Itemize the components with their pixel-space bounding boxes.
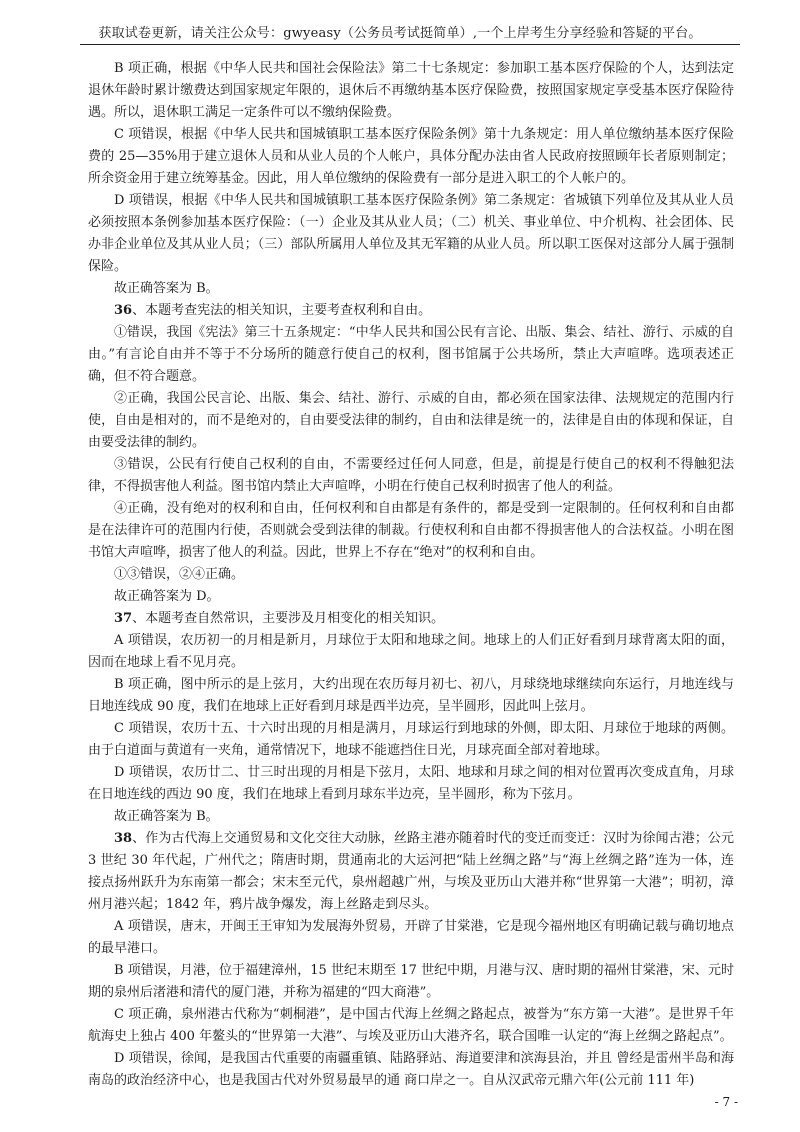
paragraph: B 项正确，根据《中华人民共和国社会保险法》第二十七条规定：参加职工基本医疗保险的个人，达到法定退休年龄时累计缴费达到国家规定年限的，退休后不再缴纳基本医疗保险费，按照国家规定享受基本医疗保险待遇。所以，退休职工满足一定条件可以不缴纳保险费。 (88, 61, 734, 120)
paragraph: D 项错误，徐闻，是我国古代重要的南疆重镇、陆路驿站、海道要津和滨海县治，并且 曾经是雷州半岛和海南岛的政治经济中心，也是我国古代对外贸易最早的通 商口岸之一。自从汉武帝元鼎六年(公元前 111 年) (88, 1051, 734, 1088)
page-number: - 7 - (714, 1095, 738, 1109)
paragraph: D 项错误，农历廿二、廿三时出现的月相是下弦月，太阳、地球和月球之间的相对位置再次变成直角，月球在日地连线的西边 90 度，我们在地球上看到月球东半边亮，呈半圆形，称为下弦月。 (88, 765, 734, 802)
question-number: 36 (114, 303, 133, 318)
paragraph: ①错误，我国《宪法》第三十五条规定：“中华人民共和国公民有言论、出版、集会、结社、游行、示威的自由。”有言论自由并不等于不分场所的随意行使自己的权利，图书馆属于公共场所，禁止大声喧哗。选项表述正确，但不符合题意。 (88, 325, 734, 384)
question-number: 38 (114, 831, 133, 846)
paragraph: 故正确答案为 B。 (114, 809, 219, 824)
paragraph: B 项正确，图中所示的是上弦月，大约出现在农历每月初七、初八，月球绕地球继续向东运行，月地连线与日地连线成 90 度，我们在地球上正好看到月球是西半边亮，呈半圆形，因此叫上弦月。 (88, 677, 734, 714)
question-heading: 37、本题考查自然常识，主要涉及月相变化的相关知识。 (114, 611, 445, 626)
paragraph: C 项错误，根据《中华人民共和国城镇职工基本医疗保险条例》第十九条规定：用人单位缴纳基本医疗保险费的 25—35%用于建立退休人员和从业人员的个人帐户，具体分配办法由省人民政府按照顾年长者原则制定；所余资金用于建立统筹基金。因此，用人单位缴纳的保险费有一部分是进入职工的个人帐户的。 (88, 127, 734, 186)
paragraph: B 项错误，月港，位于福建漳州，15 世纪末期至 17 世纪中期，月港与汉、唐时期的福州甘棠港，宋、元时期的泉州后渚港和清代的厦门港，并称为福建的“四大商港”。 (88, 963, 734, 1000)
question-heading: 36、本题考查宪法的相关知识，主要考查权利和自由。 (114, 303, 432, 318)
paragraph: ①③错误，②④正确。 (114, 567, 245, 582)
paragraph: C 项错误，农历十五、十六时出现的月相是满月，月球运行到地球的外侧，即太阳、月球位于地球的两侧。由于白道面与黄道有一夹角，通常情况下，地球不能遮挡住日光，月球亮面全部对着地球。 (88, 721, 734, 758)
paragraph: ④正确，没有绝对的权利和自由，任何权利和自由都是有条件的，都是受到一定限制的。任何权利和自由都是在法律许可的范围内行使，否则就会受到法律的制裁。行使权利和自由都不得损害他人的合法权益。小明在图书馆大声喧哗，损害了他人的利益。因此，世界上不存在“绝对”的权利和自由。 (88, 501, 734, 560)
question-heading: 38、作为古代海上交通贸易和文化交往大动脉，丝路主港亦随着时代的变迁而变迁：汉时为徐闻古港；公元 3 世纪 30 年代起，广州代之；隋唐时期，贯通南北的大运河把“陆上丝绸之路”与“海上丝绸之路”连为一体，连接点扬州跃升为东南第一都会；宋末至元代，泉州超越广州，与埃及亚历山大港并称“世界第一大港”；明初，漳州月港兴起；1842 年，鸦片战争爆发，海上丝路走到尽头。 (88, 831, 734, 912)
paragraph: C 项正确，泉州港古代称为“刺桐港”，是中国古代海上丝绸之路起点，被誉为“东方第一大港”。是世界千年航海史上独占 400 年鳌头的“世界第一大港”、与埃及亚历山大港齐名，联合国唯一认定的“海上丝绸之路起点”。 (88, 1007, 734, 1044)
paragraph: 故正确答案为 D。 (114, 589, 220, 604)
paragraph: D 项错误，根据《中华人民共和国城镇职工基本医疗保险条例》第二条规定：省城镇下列单位及其从业人员必须按照本条例参加基本医疗保险：（一）企业及其从业人员；（二）机关、事业单位、中介机构、社会团体、民办非企业单位及其从业人员；（三）部队所属用人单位及其无军籍的从业人员。所以职工医保对这部分人属于强制保险。 (88, 193, 734, 274)
header-divider (80, 44, 740, 45)
page-header-notice: 获取试卷更新，请关注公众号：gwyeasy（公务员考试挺简单）,一个上岸考生分享经验和答疑的平台。 (98, 26, 702, 41)
paragraph: A 项错误，农历初一的月相是新月，月球位于太阳和地球之间。地球上的人们正好看到月球背离太阳的面，因而在地球上看不见月亮。 (88, 633, 734, 670)
document-body (88, 58, 734, 1092)
paragraph: 故正确答案为 B。 (114, 281, 219, 296)
question-number: 37 (114, 611, 133, 626)
paragraph: ②正确，我国公民言论、出版、集会、结社、游行、示威的自由，都必须在国家法律、法规规定的范围内行使，自由是相对的，而不是绝对的，自由要受法律的制约，自由和法律是统一的，法律是自由的体现和保证，自由要受法律的制约。 (88, 391, 734, 450)
paragraph: ③错误，公民有行使自己权利的自由，不需要经过任何人同意，但是，前提是行使自己的权利不得触犯法律，不得损害他人利益。图书馆内禁止大声喧哗，小明在行使自己权利时损害了他人的利益。 (88, 457, 734, 494)
paragraph: A 项错误，唐末，开闽王王审知为发展海外贸易，开辟了甘棠港，它是现今福州地区有明确记载与确切地点的最早港口。 (88, 919, 734, 956)
